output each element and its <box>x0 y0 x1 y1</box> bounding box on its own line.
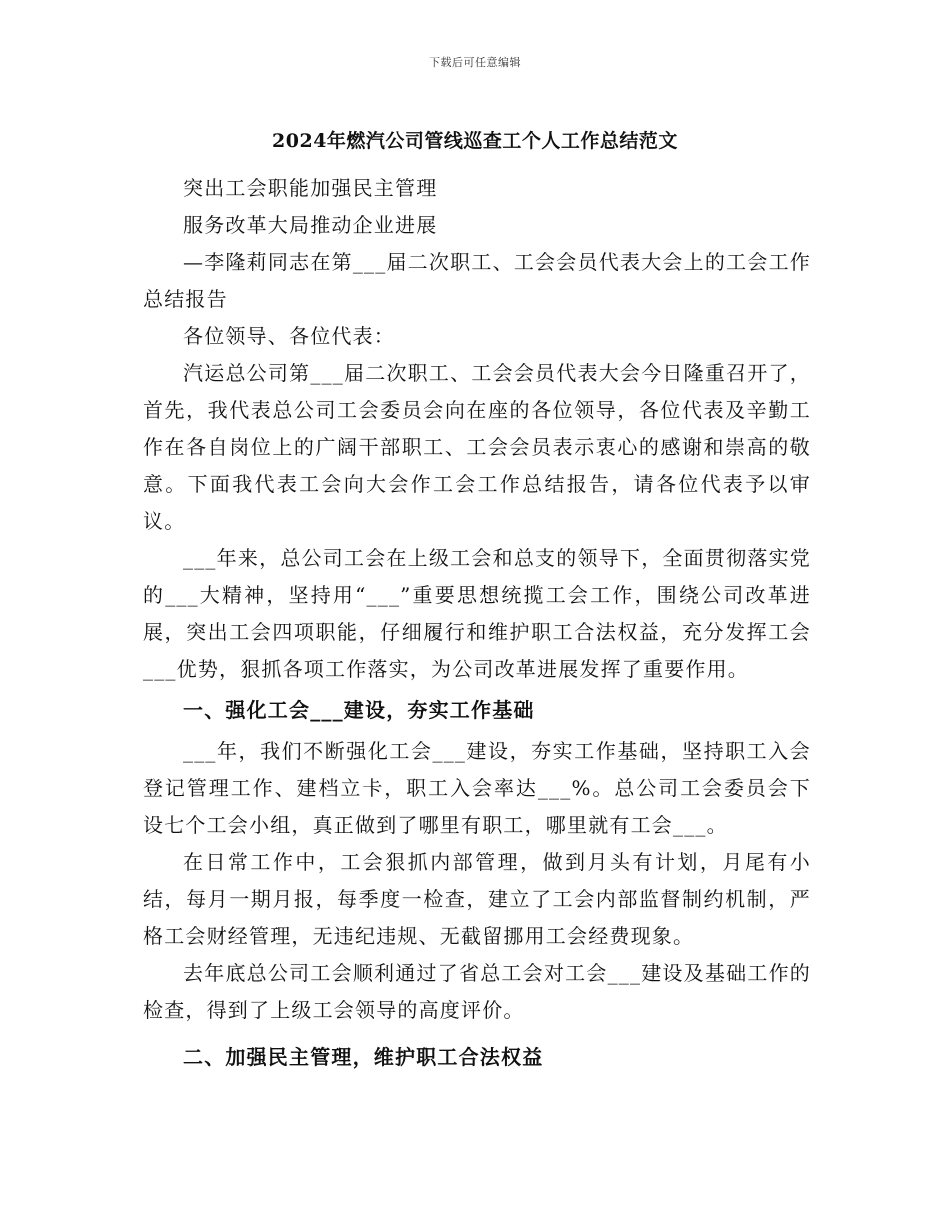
section-heading-1: 一、强化工会___建设，夯实工作基础 <box>183 698 535 722</box>
paragraph-section-1-a: ___年，我们不断强化工会___建设，夯实工作基础，坚持职工入会登记管理工作、建档立卡，职工入会率达___%。总公司工会委员会下设七个工会小组，真正做到了哪里有职工，哪里就有工会___。 <box>143 739 811 837</box>
paragraph-overview: ___年来，总公司工会在上级工会和总支的领导下，全面贯彻落实党的___大精神，坚持用“___”重要思想统揽工会工作，围绕公司改革进展，突出工会四项职能，仔细履行和维护职工合法权益，充分发挥工会___优势，狠抓各项工作落实，为公司改革进展发挥了重要作用。 <box>143 546 811 681</box>
section-heading-2: 二、加强民主管理，维护职工合法权益 <box>183 1045 544 1069</box>
salutation: 各位领导、各位代表： <box>183 324 395 348</box>
subtitle-line-1: 突出工会职能加强民主管理 <box>183 176 438 200</box>
paragraph-section-1-c: 去年底总公司工会顺利通过了省总工会对工会___建设及基础工作的检查，得到了上级工会领导的高度评价。 <box>143 961 811 1022</box>
report-attribution: —李隆莉同志在第___届二次职工、工会会员代表大会上的工会工作总结报告 <box>143 250 811 311</box>
document-title: 2024年燃汽公司管线巡查工个人工作总结范文 <box>272 130 678 152</box>
subtitle-line-2: 服务改革大局推动企业进展 <box>183 213 438 237</box>
paragraph-opening: 汽运总公司第___届二次职工、工会会员代表大会今日隆重召开了，首先，我代表总公司工会委员会向在座的各位领导，各位代表及辛勤工作在各自岗位上的广阔干部职工、工会会员表示衷心的感谢和崇高的敬意。下面我代表工会向大会作工会工作总结报告，请各位代表予以审议。 <box>143 361 811 533</box>
paragraph-section-1-b: 在日常工作中，工会狠抓内部管理，做到月头有计划，月尾有小结，每月一期月报，每季度一检查，建立了工会内部监督制约机制，严格工会财经管理，无违纪违规、无截留挪用工会经费现象。 <box>143 850 811 948</box>
header-note: 下载后可任意编辑 <box>429 56 521 69</box>
document-body <box>143 170 811 1076</box>
